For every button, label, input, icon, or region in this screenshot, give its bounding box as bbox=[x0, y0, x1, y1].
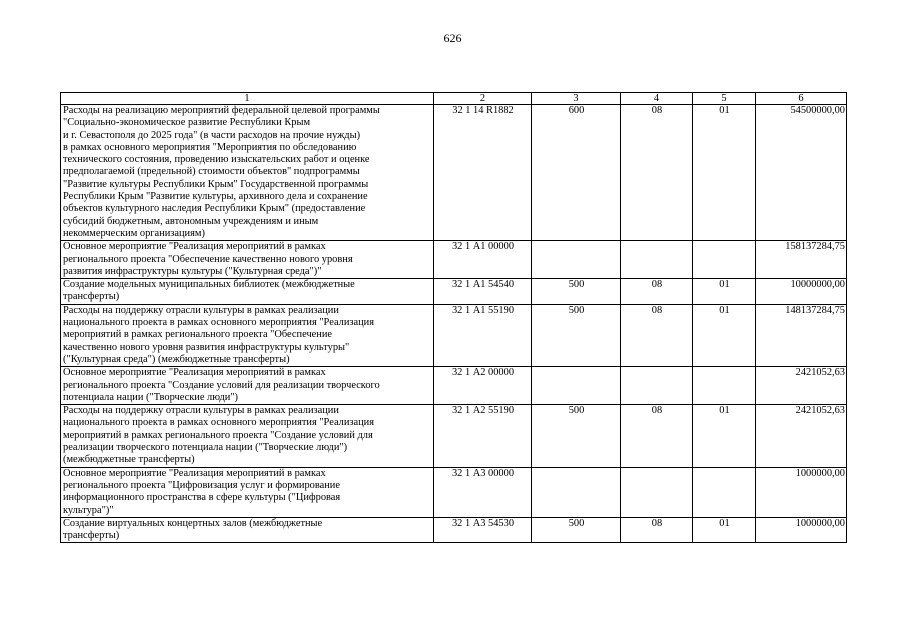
amount: 1000000,00 bbox=[756, 467, 847, 517]
subsection-code: 01 bbox=[693, 405, 756, 467]
table-row bbox=[61, 304, 847, 366]
subsection-code: 01 bbox=[693, 517, 756, 543]
expense-type-code bbox=[532, 367, 621, 405]
expense-type-code: 500 bbox=[532, 405, 621, 467]
table-row bbox=[61, 517, 847, 543]
column-header: 5 bbox=[693, 93, 756, 105]
expense-type-code: 500 bbox=[532, 517, 621, 543]
column-number-row bbox=[61, 93, 847, 105]
table-row bbox=[61, 367, 847, 405]
section-code: 08 bbox=[621, 304, 693, 366]
section-code bbox=[621, 241, 693, 279]
subsection-code bbox=[693, 241, 756, 279]
column-header: 2 bbox=[434, 93, 532, 105]
table-row bbox=[61, 105, 847, 241]
subsection-code: 01 bbox=[693, 304, 756, 366]
amount: 148137284,75 bbox=[756, 304, 847, 366]
amount: 2421052,63 bbox=[756, 367, 847, 405]
target-article-code: 32 1 А1 55190 bbox=[434, 304, 532, 366]
expense-description: Создание модельных муниципальных библиотек (межбюджетные трансферты) bbox=[61, 279, 434, 305]
section-code bbox=[621, 367, 693, 405]
amount: 158137284,75 bbox=[756, 241, 847, 279]
expense-description: Основное мероприятие "Реализация мероприятий в рамках регионального проекта "Цифровизация услуг и формирование информационного пространства в сфере культуры ("Цифровая культура")" bbox=[61, 467, 434, 517]
amount: 2421052,63 bbox=[756, 405, 847, 467]
expense-description: Создание виртуальных концертных залов (межбюджетные трансферты) bbox=[61, 517, 434, 543]
amount: 1000000,00 bbox=[756, 517, 847, 543]
column-header: 1 bbox=[61, 93, 434, 105]
column-header: 3 bbox=[532, 93, 621, 105]
amount: 54500000,00 bbox=[756, 105, 847, 241]
table-row bbox=[61, 467, 847, 517]
column-header: 4 bbox=[621, 93, 693, 105]
target-article-code: 32 1 А1 00000 bbox=[434, 241, 532, 279]
page-number: 626 bbox=[443, 31, 462, 45]
expense-type-code: 600 bbox=[532, 105, 621, 241]
expense-description: Основное мероприятие "Реализация мероприятий в рамках регионального проекта "Создание условий для реализации творческого потенциала нации ("Творческие люди") bbox=[61, 367, 434, 405]
section-code bbox=[621, 467, 693, 517]
amount: 10000000,00 bbox=[756, 279, 847, 305]
subsection-code: 01 bbox=[693, 105, 756, 241]
section-code: 08 bbox=[621, 105, 693, 241]
target-article-code: 32 1 А3 00000 bbox=[434, 467, 532, 517]
table-row bbox=[61, 405, 847, 467]
budget-table bbox=[60, 92, 847, 543]
expense-type-code: 500 bbox=[532, 304, 621, 366]
subsection-code: 01 bbox=[693, 279, 756, 305]
expense-type-code bbox=[532, 467, 621, 517]
target-article-code: 32 1 А1 54540 bbox=[434, 279, 532, 305]
expense-description: Расходы на поддержку отрасли культуры в рамках реализации национального проекта в рамках основного мероприятия "Реализация мероприятий в рамках регионального проекта "Создание условий для реализации творческого потенциала нации ("Творческие люди") (межбюджетные трансферты) bbox=[61, 405, 434, 467]
subsection-code bbox=[693, 467, 756, 517]
section-code: 08 bbox=[621, 405, 693, 467]
target-article-code: 32 1 А2 00000 bbox=[434, 367, 532, 405]
column-header: 6 bbox=[756, 93, 847, 105]
target-article-code: 32 1 А2 55190 bbox=[434, 405, 532, 467]
table-row bbox=[61, 279, 847, 305]
expense-type-code bbox=[532, 241, 621, 279]
expense-type-code: 500 bbox=[532, 279, 621, 305]
table-row bbox=[61, 241, 847, 279]
expense-description: Основное мероприятие "Реализация мероприятий в рамках регионального проекта "Обеспечение качественно нового уровня развития инфраструктуры культуры ("Культурная среда")" bbox=[61, 241, 434, 279]
target-article-code: 32 1 14 R1882 bbox=[434, 105, 532, 241]
expense-description: Расходы на реализацию мероприятий федеральной целевой программы "Социально-экономическое развитие Республики Крым и г. Севастополя до 2025 года" (в части расходов на прочие нужды) в рамках основного мероприятия "Мероприятия по обследованию технического состояния, проведению изыскательских работ и оценке предполагаемой (предельной) стоимости объектов" подпрограммы "Развитие культуры Республики Крым" Государственной программы Республики Крым "Развитие культуры, архивного дела и сохранение объектов культурного наследия Республики Крым" (предоставление субсидий бюджетным, автономным учреждениям и иным некоммерческим организациям) bbox=[61, 105, 434, 241]
target-article-code: 32 1 А3 54530 bbox=[434, 517, 532, 543]
expense-description: Расходы на поддержку отрасли культуры в рамках реализации национального проекта в рамках основного мероприятия "Реализация мероприятий в рамках регионального проекта "Обеспечение качественно нового уровня развития инфраструктуры культуры" ("Культурная среда") (межбюджетные трансферты) bbox=[61, 304, 434, 366]
section-code: 08 bbox=[621, 279, 693, 305]
section-code: 08 bbox=[621, 517, 693, 543]
subsection-code bbox=[693, 367, 756, 405]
